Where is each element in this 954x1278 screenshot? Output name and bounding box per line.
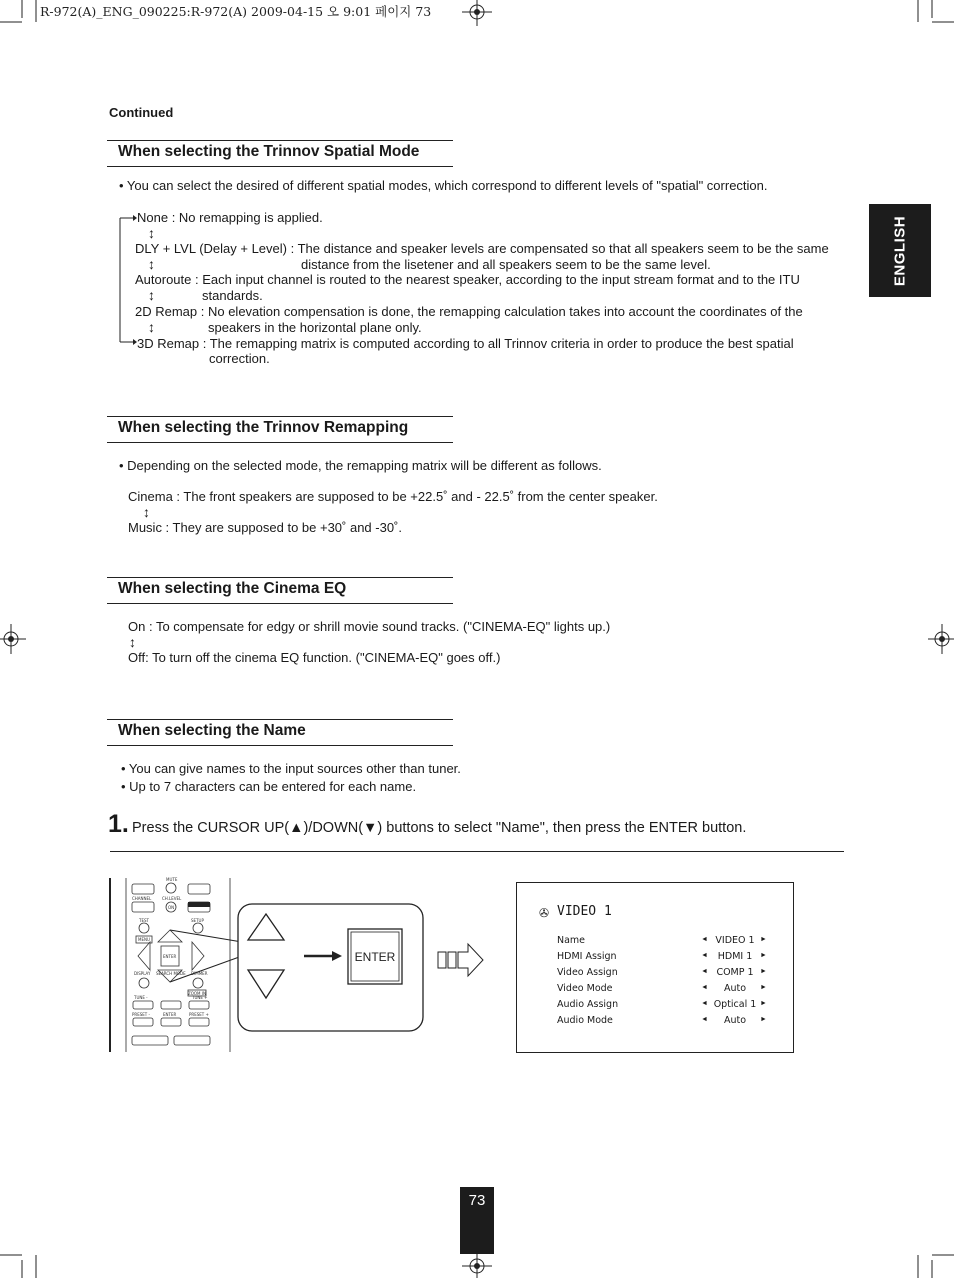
- remote-label-preset-plus: PRESET +: [189, 1012, 209, 1017]
- remote-label-menu: MENU: [138, 937, 150, 942]
- updown-arrow: ↕: [148, 287, 155, 303]
- remote-label-tune-plus: TUNE +: [192, 995, 208, 1000]
- continued-label: Continued: [109, 105, 174, 120]
- spatial-dly-lvl: DLY + LVL (Delay + Level) : The distance and speaker levels are compensated so that all speakers seem to be the same: [135, 241, 829, 256]
- enter-key-label: ENTER: [354, 950, 396, 964]
- osd-row-label: Name: [557, 935, 586, 946]
- remote-label-enter-preset: ENTER: [163, 1012, 177, 1017]
- language-tab: ENGLISH: [869, 204, 931, 297]
- step-instruction: Press the CURSOR UP(▲)/DOWN(▼) buttons to select "Name", then press the ENTER button.: [132, 820, 747, 836]
- osd-row-label: Video Mode: [557, 983, 613, 994]
- updown-arrow: ↕: [148, 319, 155, 335]
- divider: [110, 851, 844, 852]
- page-number-box: [460, 1187, 494, 1254]
- remote-label-enter: ENTER: [163, 954, 177, 959]
- page-number: 73: [468, 1192, 486, 1209]
- name-bullet-1: • You can give names to the input sources other than tuner.: [121, 761, 461, 776]
- name-bullet-2: • Up to 7 characters can be entered for each name.: [121, 779, 417, 794]
- remote-label-volume: VOLUME: [189, 896, 206, 901]
- section-title-cinema-eq: When selecting the Cinema EQ: [107, 577, 453, 604]
- spatial-3d-remap: 3D Remap : The remapping matrix is computed according to all Trinnov criteria in order to produce the best spatial: [137, 336, 794, 351]
- left-arrow-icon[interactable]: ◄: [701, 984, 708, 991]
- remote-label-ch-level: CH.LEVEL: [162, 896, 182, 901]
- left-arrow-icon[interactable]: ◄: [701, 1016, 708, 1023]
- osd-row-value[interactable]: Auto: [723, 1015, 747, 1026]
- remapping-cinema: Cinema : The front speakers are supposed to be +22.5˚ and - 22.5˚ from the center speaker.: [128, 489, 658, 504]
- remote-label-dimmer: DIMMER: [191, 971, 208, 976]
- updown-arrow: ↕: [148, 256, 155, 272]
- spatial-autoroute: Autoroute : Each input channel is routed to the nearest speaker, according to the input stream format and to the ITU: [135, 272, 800, 287]
- remote-label-zoom-in: ZOOM IN: [188, 991, 206, 996]
- remote-label-tune-minus: TUNE -: [134, 995, 148, 1000]
- remote-label-display: DISPLAY: [134, 971, 151, 976]
- spatial-none: None : No remapping is applied.: [137, 210, 323, 225]
- remote-label-on: ON: [168, 905, 175, 910]
- osd-row-value[interactable]: HDMI 1: [717, 951, 753, 962]
- spatial-autoroute-cont: standards.: [202, 288, 263, 303]
- gear-icon: ✇: [539, 906, 550, 920]
- osd-row-value[interactable]: Auto: [723, 983, 747, 994]
- osd-title: VIDEO 1: [557, 904, 612, 919]
- osd-row-value[interactable]: VIDEO 1: [715, 935, 755, 946]
- section-title-spatial: When selecting the Trinnov Spatial Mode: [107, 140, 453, 167]
- remote-label-channel: CHANNEL: [132, 896, 152, 901]
- right-arrow-icon[interactable]: ►: [760, 1000, 767, 1007]
- left-arrow-icon[interactable]: ◄: [701, 952, 708, 959]
- spatial-2d-remap-cont: speakers in the horizontal plane only.: [208, 320, 422, 335]
- osd-row-label: Audio Assign: [557, 999, 619, 1010]
- right-arrow-icon[interactable]: ►: [760, 1016, 767, 1023]
- step-number: 1.: [108, 810, 129, 838]
- cinema-eq-on: On : To compensate for edgy or shrill movie sound tracks. ("CINEMA-EQ" lights up.): [128, 619, 611, 634]
- remote-label-preset-minus: PRESET -: [132, 1012, 150, 1017]
- remote-label-mute: MUTE: [166, 877, 178, 882]
- updown-arrow: ↕: [143, 504, 150, 520]
- right-arrow-icon[interactable]: ►: [760, 952, 767, 959]
- left-arrow-icon[interactable]: ◄: [701, 936, 708, 943]
- remapping-music: Music : They are supposed to be +30˚ and -30˚.: [128, 520, 403, 535]
- right-arrow-icon[interactable]: ►: [760, 984, 767, 991]
- spatial-dly-lvl-cont: distance from the lisetener and all speakers seem to be the same level.: [301, 257, 711, 272]
- print-header: R-972(A)_ENG_090225:R-972(A) 2009-04-15 오 9:01 페이지 73: [40, 4, 432, 19]
- left-arrow-icon[interactable]: ◄: [701, 968, 708, 975]
- remote-illustration: [108, 876, 488, 1056]
- osd-row-value[interactable]: COMP 1: [716, 967, 754, 978]
- remote-label-test: TEST: [139, 918, 149, 923]
- osd-row-label: Video Assign: [557, 967, 618, 978]
- updown-arrow: ↕: [148, 225, 155, 241]
- section-title-remapping: When selecting the Trinnov Remapping: [107, 416, 453, 443]
- spatial-bullet: • You can select the desired of different spatial modes, which correspond to different levels of "spatial" correction.: [119, 178, 768, 193]
- updown-arrow: ↕: [129, 634, 136, 650]
- osd-row-label: Audio Mode: [557, 1015, 613, 1026]
- osd-row-value[interactable]: Optical 1: [713, 999, 757, 1010]
- remapping-bullet: • Depending on the selected mode, the remapping matrix will be different as follows.: [119, 458, 602, 473]
- spatial-2d-remap: 2D Remap : No elevation compensation is done, the remapping calculation takes into account the coordinates of the: [135, 304, 803, 319]
- remote-label-setup: SETUP: [191, 918, 204, 923]
- remote-label-search-mode: SEARCH MODE: [156, 971, 186, 976]
- osd-row-label: HDMI Assign: [557, 951, 617, 962]
- right-arrow-icon[interactable]: ►: [760, 936, 767, 943]
- left-arrow-icon[interactable]: ◄: [701, 1000, 708, 1007]
- section-title-name: When selecting the Name: [107, 719, 453, 746]
- cinema-eq-off: Off: To turn off the cinema EQ function. ("CINEMA-EQ" goes off.): [128, 650, 501, 665]
- osd-screen: [516, 882, 794, 1053]
- right-arrow-icon[interactable]: ►: [760, 968, 767, 975]
- spatial-3d-remap-cont: correction.: [209, 351, 270, 366]
- cycle-arrow-spatial: [117, 212, 137, 348]
